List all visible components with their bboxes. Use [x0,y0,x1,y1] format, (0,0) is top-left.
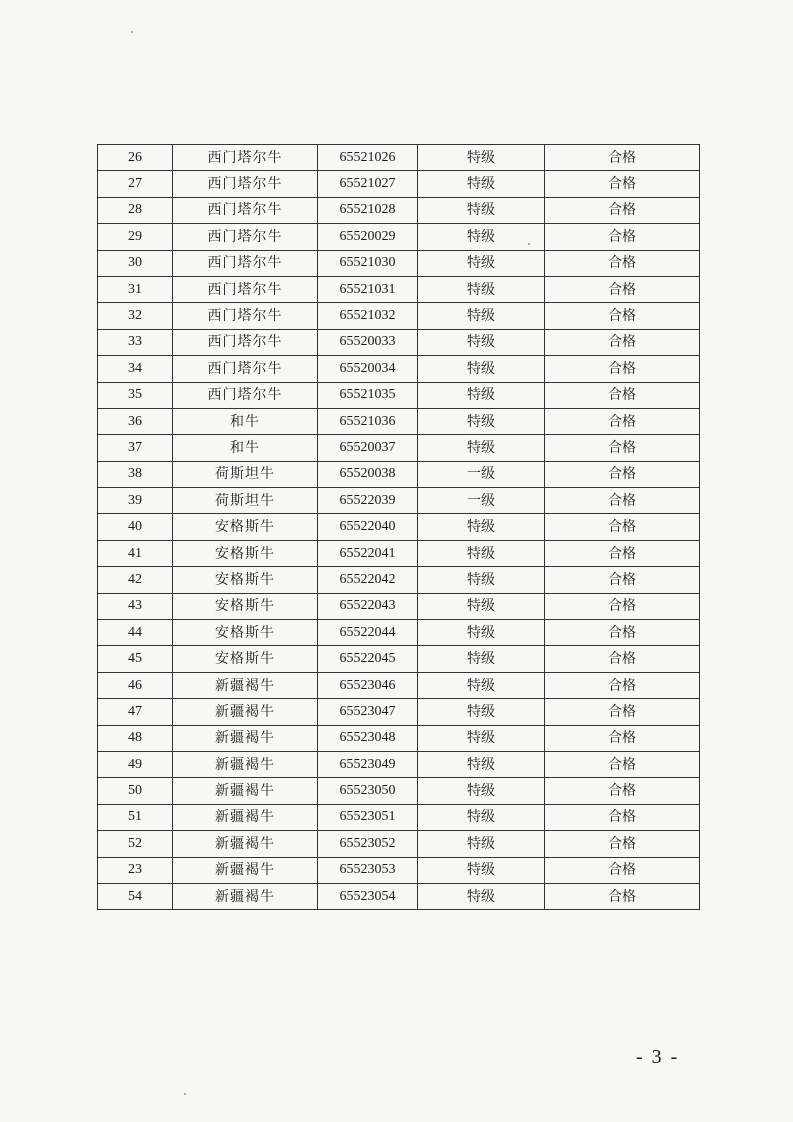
grade-cell: 特级 [418,620,545,646]
code-cell: 65521028 [318,197,418,223]
code-cell: 65520037 [318,435,418,461]
code-cell: 65522045 [318,646,418,672]
grade-cell: 特级 [418,857,545,883]
row-number-cell: 40 [98,514,173,540]
code-cell: 65523051 [318,804,418,830]
grade-cell: 特级 [418,171,545,197]
grade-cell: 特级 [418,514,545,540]
breed-cell: 新疆褐牛 [173,804,318,830]
grade-cell: 特级 [418,303,545,329]
grade-cell: 特级 [418,883,545,909]
row-number-cell: 27 [98,171,173,197]
code-cell: 65521026 [318,145,418,171]
table-row [98,276,700,302]
grade-cell: 特级 [418,646,545,672]
code-cell: 65523048 [318,725,418,751]
code-cell: 65521027 [318,171,418,197]
breed-cell: 和牛 [173,408,318,434]
breed-cell: 新疆褐牛 [173,751,318,777]
table-row [98,514,700,540]
row-number-cell: 45 [98,646,173,672]
grade-cell: 特级 [418,250,545,276]
result-cell: 合格 [545,329,700,355]
table-row [98,540,700,566]
breed-cell: 新疆褐牛 [173,699,318,725]
table-row [98,857,700,883]
breed-cell: 西门塔尔牛 [173,276,318,302]
code-cell: 65521032 [318,303,418,329]
table-row [98,224,700,250]
result-cell: 合格 [545,250,700,276]
result-cell: 合格 [545,488,700,514]
result-cell: 合格 [545,171,700,197]
breed-cell: 新疆褐牛 [173,857,318,883]
row-number-cell: 42 [98,567,173,593]
result-cell: 合格 [545,408,700,434]
result-cell: 合格 [545,276,700,302]
code-cell: 65520038 [318,461,418,487]
table-row [98,699,700,725]
breed-cell: 荷斯坦牛 [173,461,318,487]
code-cell: 65522039 [318,488,418,514]
table-row [98,831,700,857]
grade-cell: 特级 [418,778,545,804]
row-number-cell: 41 [98,540,173,566]
breed-cell: 新疆褐牛 [173,778,318,804]
breed-cell: 安格斯牛 [173,540,318,566]
row-number-cell: 31 [98,276,173,302]
row-number-cell: 43 [98,593,173,619]
table-row [98,408,700,434]
result-cell: 合格 [545,751,700,777]
table-row [98,593,700,619]
row-number-cell: 52 [98,831,173,857]
code-cell: 65522042 [318,567,418,593]
table-row [98,488,700,514]
grade-cell: 特级 [418,751,545,777]
result-cell: 合格 [545,382,700,408]
result-cell: 合格 [545,672,700,698]
grade-cell: 特级 [418,435,545,461]
scan-speck [131,31,133,33]
result-cell: 合格 [545,593,700,619]
result-cell: 合格 [545,303,700,329]
code-cell: 65522043 [318,593,418,619]
records-table-body [98,145,700,910]
table-row [98,567,700,593]
result-cell: 合格 [545,540,700,566]
table-row [98,356,700,382]
table-row [98,145,700,171]
table-row [98,329,700,355]
breed-cell: 西门塔尔牛 [173,145,318,171]
table-row [98,646,700,672]
row-number-cell: 30 [98,250,173,276]
row-number-cell: 48 [98,725,173,751]
row-number-cell: 35 [98,382,173,408]
row-number-cell: 26 [98,145,173,171]
breed-cell: 安格斯牛 [173,593,318,619]
breed-cell: 新疆褐牛 [173,883,318,909]
records-table [97,144,700,910]
code-cell: 65523054 [318,883,418,909]
row-number-cell: 51 [98,804,173,830]
result-cell: 合格 [545,699,700,725]
table-row [98,883,700,909]
result-cell: 合格 [545,224,700,250]
code-cell: 65521030 [318,250,418,276]
breed-cell: 新疆褐牛 [173,672,318,698]
code-cell: 65523052 [318,831,418,857]
grade-cell: 特级 [418,145,545,171]
grade-cell: 特级 [418,197,545,223]
table-row [98,250,700,276]
code-cell: 65523050 [318,778,418,804]
code-cell: 65520033 [318,329,418,355]
row-number-cell: 28 [98,197,173,223]
breed-cell: 安格斯牛 [173,567,318,593]
result-cell: 合格 [545,646,700,672]
row-number-cell: 37 [98,435,173,461]
result-cell: 合格 [545,145,700,171]
breed-cell: 西门塔尔牛 [173,356,318,382]
grade-cell: 特级 [418,699,545,725]
grade-cell: 特级 [418,672,545,698]
breed-cell: 荷斯坦牛 [173,488,318,514]
grade-cell: 特级 [418,831,545,857]
row-number-cell: 23 [98,857,173,883]
grade-cell: 特级 [418,593,545,619]
result-cell: 合格 [545,831,700,857]
row-number-cell: 50 [98,778,173,804]
grade-cell: 特级 [418,276,545,302]
code-cell: 65520029 [318,224,418,250]
scan-speck [184,1093,186,1095]
result-cell: 合格 [545,804,700,830]
code-cell: 65523047 [318,699,418,725]
result-cell: 合格 [545,725,700,751]
table-row [98,461,700,487]
table-row [98,435,700,461]
row-number-cell: 33 [98,329,173,355]
result-cell: 合格 [545,620,700,646]
row-number-cell: 32 [98,303,173,329]
row-number-cell: 38 [98,461,173,487]
grade-cell: 特级 [418,224,545,250]
row-number-cell: 49 [98,751,173,777]
breed-cell: 新疆褐牛 [173,831,318,857]
code-cell: 65521035 [318,382,418,408]
code-cell: 65521031 [318,276,418,302]
row-number-cell: 54 [98,883,173,909]
result-cell: 合格 [545,197,700,223]
result-cell: 合格 [545,778,700,804]
grade-cell: 一级 [418,461,545,487]
grade-cell: 特级 [418,804,545,830]
table-row [98,804,700,830]
code-cell: 65523053 [318,857,418,883]
result-cell: 合格 [545,883,700,909]
breed-cell: 新疆褐牛 [173,725,318,751]
table-row [98,303,700,329]
table-row [98,751,700,777]
code-cell: 65523046 [318,672,418,698]
grade-cell: 特级 [418,408,545,434]
row-number-cell: 44 [98,620,173,646]
table-row [98,778,700,804]
grade-cell: 特级 [418,356,545,382]
code-cell: 65520034 [318,356,418,382]
code-cell: 65522044 [318,620,418,646]
row-number-cell: 36 [98,408,173,434]
table-row [98,725,700,751]
result-cell: 合格 [545,461,700,487]
table-row [98,382,700,408]
table-row [98,197,700,223]
breed-cell: 和牛 [173,435,318,461]
row-number-cell: 46 [98,672,173,698]
breed-cell: 西门塔尔牛 [173,303,318,329]
breed-cell: 安格斯牛 [173,646,318,672]
grade-cell: 特级 [418,540,545,566]
result-cell: 合格 [545,567,700,593]
grade-cell: 特级 [418,567,545,593]
table-row [98,672,700,698]
grade-cell: 特级 [418,725,545,751]
breed-cell: 西门塔尔牛 [173,224,318,250]
breed-cell: 安格斯牛 [173,620,318,646]
page-number: - 3 - [636,1046,680,1068]
code-cell: 65522041 [318,540,418,566]
grade-cell: 一级 [418,488,545,514]
result-cell: 合格 [545,514,700,540]
breed-cell: 西门塔尔牛 [173,250,318,276]
breed-cell: 安格斯牛 [173,514,318,540]
breed-cell: 西门塔尔牛 [173,329,318,355]
result-cell: 合格 [545,857,700,883]
grade-cell: 特级 [418,329,545,355]
table-row [98,171,700,197]
breed-cell: 西门塔尔牛 [173,382,318,408]
grade-cell: 特级 [418,382,545,408]
row-number-cell: 34 [98,356,173,382]
row-number-cell: 47 [98,699,173,725]
result-cell: 合格 [545,356,700,382]
breed-cell: 西门塔尔牛 [173,197,318,223]
code-cell: 65523049 [318,751,418,777]
code-cell: 65522040 [318,514,418,540]
row-number-cell: 29 [98,224,173,250]
row-number-cell: 39 [98,488,173,514]
result-cell: 合格 [545,435,700,461]
table-row [98,620,700,646]
breed-cell: 西门塔尔牛 [173,171,318,197]
code-cell: 65521036 [318,408,418,434]
